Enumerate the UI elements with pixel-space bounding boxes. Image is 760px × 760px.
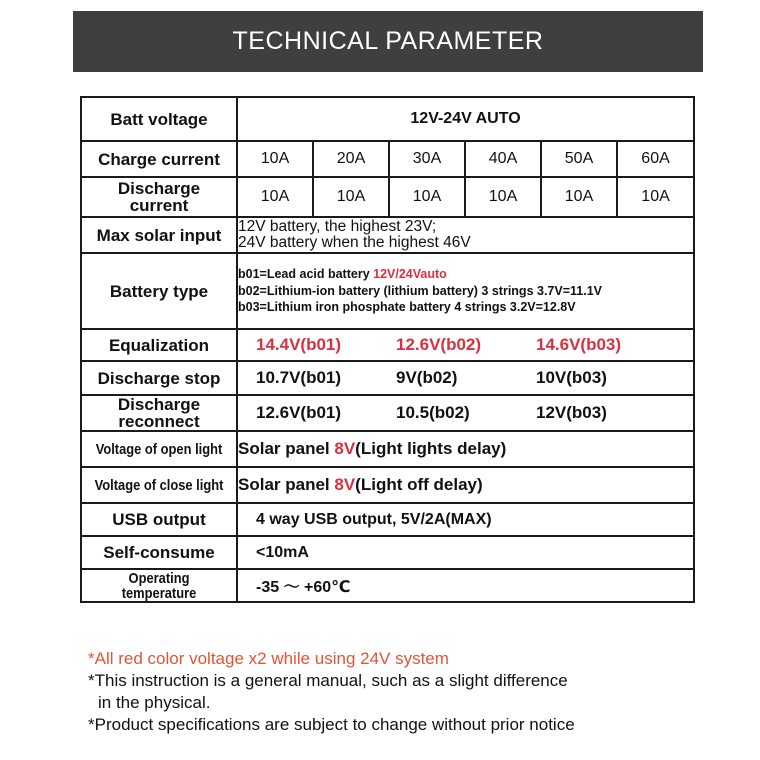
value-max-solar-input (237, 217, 694, 253)
label-close-light (92, 467, 226, 503)
discharge-reconnect-b02: 10.5(b02) (396, 403, 470, 422)
close-light-suffix: (Light off delay) (355, 475, 483, 494)
discharge-stop-b03: 10V(b03) (536, 368, 607, 387)
value-discharge-reconnect (237, 395, 694, 431)
row-discharge-current (81, 177, 694, 217)
label-line: current (129, 196, 189, 215)
value-usb-output: 4 way USB output, 5V/2A(MAX) (237, 503, 694, 536)
equalization-b01: 14.4V(b01) (256, 335, 342, 354)
battery-b02: b02=Lithium-ion battery (lithium battery) 3 strings 3.7V=11.1V (238, 283, 602, 298)
charge-current-cell: 10A (237, 141, 313, 177)
label-self-consume: Self-consume (81, 536, 237, 569)
open-light-prefix: Solar panel (238, 439, 335, 458)
label-line: reconnect (118, 412, 200, 431)
close-light-prefix: Solar panel (238, 475, 335, 494)
label-open-light-text: Voltage of open light (95, 440, 223, 458)
row-batt-voltage (81, 97, 694, 141)
value-self-consume: <10mA (237, 536, 694, 569)
label-line: Discharge (117, 179, 201, 198)
label-charge-current: Charge current (81, 141, 237, 177)
row-close-light (81, 467, 694, 503)
header-banner (73, 11, 703, 72)
note-change: *Product specifications are subject to change without prior notice (88, 715, 575, 735)
discharge-stop-values (238, 368, 693, 388)
solar-line-1: 12V battery, the highest 23V; (238, 217, 437, 235)
discharge-reconnect-b01: 12.6V(b01) (256, 403, 342, 422)
open-light-voltage: 8V (334, 439, 356, 458)
equalization-b02: 12.6V(b02) (396, 335, 482, 354)
discharge-current-cell: 10A (617, 177, 694, 217)
value-discharge-stop (237, 361, 694, 395)
note-general-line2: in the physical. (98, 693, 211, 713)
battery-b03: b03=Lithium iron phosphate battery 4 strings 3.2V=12.8V (238, 300, 576, 315)
label-discharge-reconnect (81, 395, 237, 431)
label-usb-output: USB output (81, 503, 237, 536)
value-equalization (237, 329, 694, 361)
notes (88, 648, 728, 736)
battery-b01-text: b01=Lead acid battery (238, 266, 374, 281)
charge-current-cell: 40A (465, 141, 541, 177)
note-general (88, 670, 728, 714)
row-operating-temp (81, 569, 694, 602)
label-close-light-text: Voltage of close light (94, 476, 224, 494)
label-discharge-stop: Discharge stop (81, 361, 237, 395)
discharge-stop-b01: 10.7V(b01) (256, 368, 342, 387)
discharge-current-cell: 10A (465, 177, 541, 217)
battery-b01 (238, 266, 693, 283)
discharge-current-cell: 10A (237, 177, 313, 217)
row-self-consume (81, 536, 694, 569)
discharge-current-cell: 10A (313, 177, 389, 217)
row-max-solar-input (81, 217, 694, 253)
row-charge-current (81, 141, 694, 177)
value-open-light (237, 431, 694, 467)
page-title: TECHNICAL PARAMETER (232, 27, 544, 55)
discharge-current-cell: 10A (541, 177, 617, 217)
battery-b01-red: 12V/24Vauto (373, 266, 447, 281)
value-battery-type (237, 253, 694, 329)
discharge-reconnect-b03: 12V(b03) (536, 403, 607, 422)
label-equalization: Equalization (81, 329, 237, 361)
discharge-reconnect-values (238, 403, 693, 423)
row-usb-output (81, 503, 694, 536)
row-battery-type (81, 253, 694, 329)
label-open-light (92, 431, 226, 467)
charge-current-cell: 20A (313, 141, 389, 177)
row-discharge-stop (81, 361, 694, 395)
label-max-solar-input: Max solar input (81, 217, 237, 253)
close-light-voltage: 8V (334, 475, 356, 494)
label-discharge-current (81, 177, 237, 217)
label-operating-temp-text: Operating temperature (121, 569, 197, 602)
spec-table (80, 96, 695, 603)
row-equalization (81, 329, 694, 361)
solar-line-2: 24V battery when the highest 46V (238, 234, 471, 251)
label-operating-temp (92, 569, 226, 602)
equalization-values (238, 335, 693, 355)
discharge-stop-b02: 9V(b02) (396, 368, 458, 387)
value-batt-voltage: 12V-24V AUTO (237, 97, 694, 141)
charge-current-cell: 30A (389, 141, 465, 177)
note-red: *All red color voltage x2 while using 24V system (88, 649, 449, 668)
label-line: Discharge (117, 395, 201, 414)
discharge-current-cell: 10A (389, 177, 465, 217)
label-batt-voltage: Batt voltage (81, 97, 237, 141)
note-general-line1: *This instruction is a general manual, such as a slight difference (88, 671, 568, 691)
open-light-suffix: (Light lights delay) (355, 439, 507, 458)
charge-current-cell: 60A (617, 141, 694, 177)
row-open-light (81, 431, 694, 467)
value-close-light (237, 467, 694, 503)
charge-current-cell: 50A (541, 141, 617, 177)
label-battery-type: Battery type (81, 253, 237, 329)
row-discharge-reconnect (81, 395, 694, 431)
equalization-b03: 14.6V(b03) (536, 335, 622, 354)
value-operating-temp: -35 ～ +60℃ (237, 569, 694, 602)
